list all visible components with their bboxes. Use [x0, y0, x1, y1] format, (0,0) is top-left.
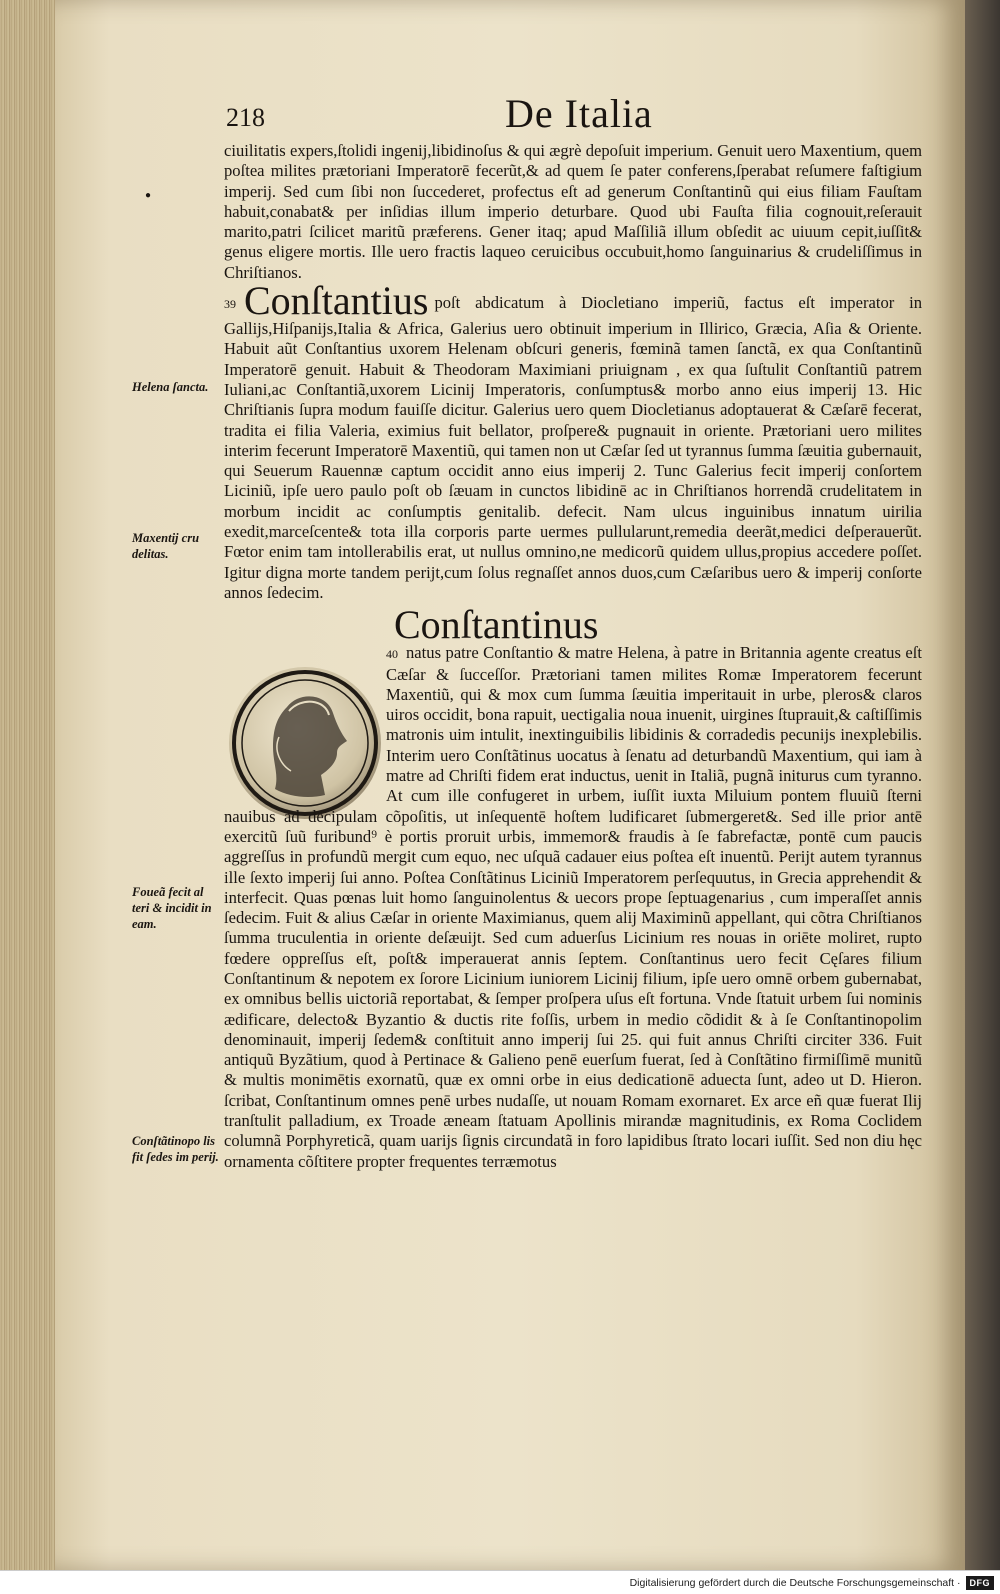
- running-head: De Italia: [505, 91, 653, 136]
- page-gutter-shadow: [965, 0, 1000, 1570]
- chapter-39-text: poſt abdicatum à Diocletiano imperiũ, factus eſt imperator in Gallijs,Hiſpanijs,Italia & Africa, Galerius uero obtinuit imperium in Illirico, Græcia, Aſia & Oriente. Habuit aũt Conſtantius uxorem Helenam obſcuri generis, fœminã tamen ſanctã, ex qua Conſtantinũ Imperatorē genuit. Habuit & Theodoram Maximiani priuignam , ex qua ſuſtulit Conſtantiũ patrem Iuliani,ac Conſtantiã,uxorem Licinij Imperatoris, conſumptus& morbo anno eius imperij 13. Hic Chriſtianis ſupra modum fauiſſe dicitur. Galerius uero quem Diocletianus adoptauerat & Cæſarē fecerat, tradita ei filia Valeria, eximius fuit bellator, proſpere& pugnauit in oriente. Prætoriani uero milites interim fecerunt Imperatorē Maxentiũ, qui tamen non ut Cæſar ſed ut tyrannus ſumma ſæuitia gubernauit, qui Seuerum Rauennæ captum occidit anno eius imperij 2. Tunc Galerius fecit imperij conſortem Liciniũ, ipſe uero paulo poſt ob ſæuam in cunctos libidinē ac in Chriſtianos horrendã crudelitatem in morbum incidit ac conſumptis genitalib. defecit. Nam ulcus inguinibus innatum uirilia exedit,marceſcente& tota illa corporis parte uermes pullularunt,remedia deerãt,medici deſperauerũt. Fœtor enim tam intollerabilis erat, ut nullus omnino,ne medicorũ quidem ullus,propius accedere poſſet. Igitur digna morte tandem perijt,cum ſolus regnaſſet annos duos,cum Cæſaribus uero & imperij conſorte annos ſedecim.: [224, 293, 922, 602]
- chapter-number: 40: [386, 647, 398, 662]
- margin-note: Maxentij cru delitas.: [132, 531, 200, 561]
- margin-note: Conſtãtinopo lis fit ſedes im perij.: [132, 1134, 219, 1164]
- chapter-40: [224, 602, 922, 648]
- margin-note: Foueã fecit al teri & incidit in eam.: [132, 885, 212, 931]
- paragraph-intro: ciuilitatis expers,ſtolidi ingenij,libidinoſus & qui ægrè depoſuit imperium. Genuit uero Maxentium, quem poſtea milites prætoriani Imperatorē fecerũt,& ad quem ſe pater conferens,ſperabat reſumere faſtigium imperij. Sed cum ſibi non ſuccederet, profectus eſt ad generum Conſtantinũ qui eius filiam Fauſtam habuit,conabat& per inſidias illum imperio deturbare. Quod ubi Fauſta filia cognouit,reſerauit marito,patri ſcilicet maritũ præferens. Gener itaq; apud Maſſiliã illum obſedit ac uiuum cepit,iuſſit& genus eligere mortis. Ille uero fractis laqueo ceruicibus occubuit,homo ſanguinarius & crudeliſſimus in Chriſtianos.: [224, 141, 922, 282]
- medallion-float-space: [224, 643, 386, 793]
- margin-dot: ●: [145, 190, 152, 201]
- chapter-number: 39: [224, 297, 236, 312]
- chapter-heading: Conſtantinus: [394, 602, 599, 648]
- page-number: 218: [226, 103, 265, 132]
- chapter-heading: Conſtantius: [244, 278, 429, 324]
- main-text-column: [224, 141, 922, 1172]
- footer-credit: Digitalisierung gefördert durch die Deutsche Forschungsgemeinschaft ·: [629, 1576, 961, 1589]
- margin-note: Helena ſancta.: [132, 380, 209, 394]
- chapter-40-text: natus patre Conſtantio & matre Helena, à patre in Britannia agente creatus eſt Cæſar & ſucceſſor. Prætoriani tamen milites Romæ Imperatorem fecerunt Maxentiũ, qui & mox cum ſumma ſæuitia imperitauit in urbe, pleros& claros uiros occidit, bona rapuit, uectigalia noua inuenit, uirgines ſtuprauit,& caſtiſſimis matronis uim intulit, inextinguibilis libidinis & corradedis pecunijs inexplebilis. Interim uero Conſtãtinus uocatus à ſenatu ad deturbandũ Maxentium, qui iam à matre ad Chriſti fidem erat inductus, uenit in Italiã, pugnã initurus cum tyranno. At cum ille confugeret in urbem, iuſſit iuxta Miluium pontem fluuiũ ſterni nauibus ad decipulam cõpoſitis, ut inſequentē hoſtem ludificaret ſubmergeret&. Sed ille prior antē exercitũ ſuũ furibund⁹ è portis proruit urbis, immemor& fraudis à ſe fabrefactæ, pontē cum paucis aggreſſus in profundũ mergit cum equo, nec uſquã cadauer eius poſtea eſt inuentũ. Perijt autem tyrannus ille ſexto imperij ſui anno. Poſtea Conſtãtinus Liciniũ Imperatorem perſequutus, in Grecia apprehendit & interfecit. Quas pœnas luit homo ſanguinolentus & uecors prope ſeptuagenarius , cum imperaſſet annis ſedecim. Fuit & alius Cæſar in oriente Maximianus, quem alij Maximinũ appellant, qui cõtra Chriſtianos ſumma truculentia in oriente deſæuijt. Sed cum aduerſus Licinium res nouas in oriēte moliret, rupto fœdere oppreſſus eſt, poſt& imperauerat annis ſeptem. Conſtantinus uero fecit Cęſares filium Conſtantinum & nepotem ex ſorore Licinium iuniorem Licinij filium, ipſe uero omnē orbem gubernabat, ex omnibus bellis uictoriã reportabat, & ſemper proſpera uſus eſt fortuna. Vnde ſtatuit urbem ſui nominis ædificare, delecto& Byzantio & ductis rite foſſis, urbem in medio cõdidit & à ſe Conſtantinopolim denominauit, imperij ſedem& conſtituit anno imperij ſui 25. qui fuit annus Chriſti circiter 336. Fuit antiquũ Byzãtium, quod à Pertinace & Galieno penē euerſum fuerat, ſed à Conſtãtino firmiſſimē munitũ & multis monimētis exornatũ, quæ ex omni orbe in eius dedicationē aduecta ſunt, adeo ut D. Hieron. ſcribat, Conſtantinum omnes penē urbes nudaſſe, ut nouam Romam exornaret. Ex arce eñ quæ fuerat Ilij tranſtulit palladium, ex Troade æneam ſtatuam Apollinis mirandæ magnitudinis, ex Roma Coclidem columnã Porphyreticã, quam uarijs ſignis circundatã in foro lapidibus ſtrato locari iuſſit. Sed non diu hęc ornamenta cõſtitere propter frequentes terræmotus: [224, 643, 922, 1171]
- chapter-40-text-wrap: [224, 643, 922, 1172]
- chapter-39: [224, 278, 922, 603]
- digitization-footer: [0, 1570, 1000, 1594]
- dfg-logo: DFG: [966, 1576, 995, 1590]
